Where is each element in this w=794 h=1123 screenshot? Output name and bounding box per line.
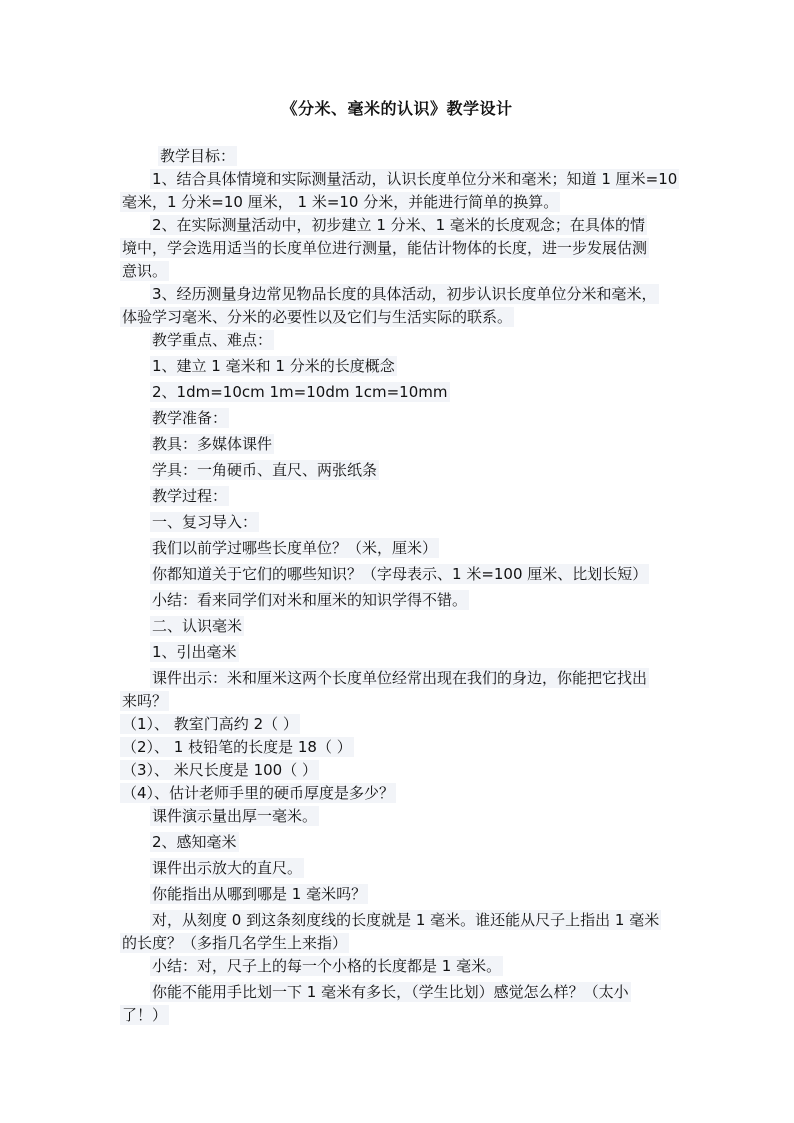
text-line: [118, 214, 678, 237]
text-line-content: 教学准备：: [152, 409, 228, 427]
text-line-content: 了！）: [122, 1006, 168, 1024]
text-line: [118, 667, 678, 690]
text-line: [118, 433, 678, 456]
text-line-content: 你都知道关于它们的哪些知识？（字母表示、1 米=100 厘米、比划长短）: [152, 565, 648, 583]
text-line: [118, 831, 678, 854]
text-line: [118, 690, 678, 713]
text-line: [118, 955, 678, 978]
text-line-content: 你能不能用手比划一下 1 毫米有多长，（学生比划）感觉怎么样？（太小: [152, 983, 629, 1001]
text-line-content: 课件出示放大的直尺。: [152, 859, 303, 877]
text-line: [118, 145, 678, 168]
text-line: [118, 237, 678, 260]
text-line-content: 教学过程：: [152, 487, 228, 505]
text-line-content: 小结：看来同学们对米和厘米的知识学得不错。: [152, 591, 468, 609]
text-line: [118, 563, 678, 586]
text-line-content: （3）、 米尺长度是 100（ ）: [122, 761, 317, 779]
text-line: [118, 485, 678, 508]
text-line: [118, 932, 678, 955]
text-line: [118, 805, 678, 828]
text-line: [118, 459, 678, 482]
text-line-content: 教学目标：: [160, 147, 236, 165]
text-line-content: （4）、估计老师手里的硬币厚度是多少？: [122, 784, 395, 802]
text-line-content: 3、经历测量身边常见物品长度的具体活动，初步认识长度单位分米和毫米，: [152, 285, 657, 303]
text-line: [118, 713, 678, 736]
text-line-content: 1、引出毫米: [152, 643, 237, 661]
text-line: [118, 168, 678, 191]
text-line-content: 意识。: [122, 262, 168, 280]
text-line-content: 1、结合具体情境和实际测量活动，认识长度单位分米和毫米；知道 1 厘米=10: [152, 170, 678, 188]
text-line-content: 学具：一角硬币、直尺、两张纸条: [152, 461, 378, 479]
text-line-content: 课件出示：米和厘米这两个长度单位经常出现在我们的身边，你能把它找出: [152, 669, 648, 687]
text-line-content: 1、建立 1 毫米和 1 分米的长度概念: [152, 357, 395, 375]
page-title: 《分米、毫米的认识》教学设计: [281, 99, 513, 118]
text-line: [118, 329, 678, 352]
text-line: [118, 381, 678, 404]
text-line-content: 2、感知毫米: [152, 833, 237, 851]
text-line-content: 一、复习导入：: [152, 513, 258, 531]
text-line-content: 2、1dm=10cm 1m=10dm 1cm=10mm: [152, 383, 448, 401]
text-line: [118, 615, 678, 638]
text-line-content: （2）、 1 枝铅笔的长度是 18（ ）: [122, 738, 352, 756]
text-line-content: 你能指出从哪到哪是 1 毫米吗？: [152, 885, 367, 903]
text-line: [118, 191, 678, 214]
text-line: [118, 407, 678, 430]
text-line: [118, 641, 678, 664]
text-line-content: 的长度？（多指几名学生上来指）: [122, 934, 348, 952]
text-line: [118, 537, 678, 560]
text-line: [118, 883, 678, 906]
text-line-content: 体验学习毫米、分米的必要性以及它们与生活实际的联系。: [122, 308, 513, 326]
text-line-content: 2、在实际测量活动中，初步建立 1 分米、1 毫米的长度观念；在具体的情: [152, 216, 645, 234]
text-line: [118, 857, 678, 880]
text-line-content: （1）、 教室门高约 2（ ）: [122, 715, 298, 733]
text-line-content: 来吗？: [122, 692, 168, 710]
text-line-content: 我们以前学过哪些长度单位？（米，厘米）: [152, 539, 438, 557]
text-line-content: 毫米，1 分米=10 厘米， 1 米=10 分米，并能进行简单的换算。: [122, 193, 559, 211]
text-line: [118, 306, 678, 329]
text-line-content: 对，从刻度 0 到这条刻度线的长度就是 1 毫米。谁还能从尺子上指出 1 毫米: [152, 911, 660, 929]
text-line: [118, 260, 678, 283]
text-line-content: 小结：对，尺子上的每一个小格的长度都是 1 毫米。: [152, 957, 502, 975]
text-line-content: 课件演示量出厚一毫米。: [152, 807, 318, 825]
text-line-content: 教具：多媒体课件: [152, 435, 273, 453]
text-line: [118, 355, 678, 378]
text-line: [118, 283, 678, 306]
text-line: [118, 1004, 678, 1027]
text-line: [118, 981, 678, 1004]
text-line-content: 教学重点、难点：: [152, 331, 273, 349]
text-line: [118, 736, 678, 759]
document-body: [118, 145, 678, 1027]
text-line-content: 二、认识毫米: [152, 617, 243, 635]
text-line: [118, 909, 678, 932]
text-line: [118, 511, 678, 534]
text-line: [118, 759, 678, 782]
text-line: [118, 589, 678, 612]
text-line-content: 境中，学会选用适当的长度单位进行测量，能估计物体的长度，进一步发展估测: [122, 239, 648, 257]
text-line: [118, 782, 678, 805]
